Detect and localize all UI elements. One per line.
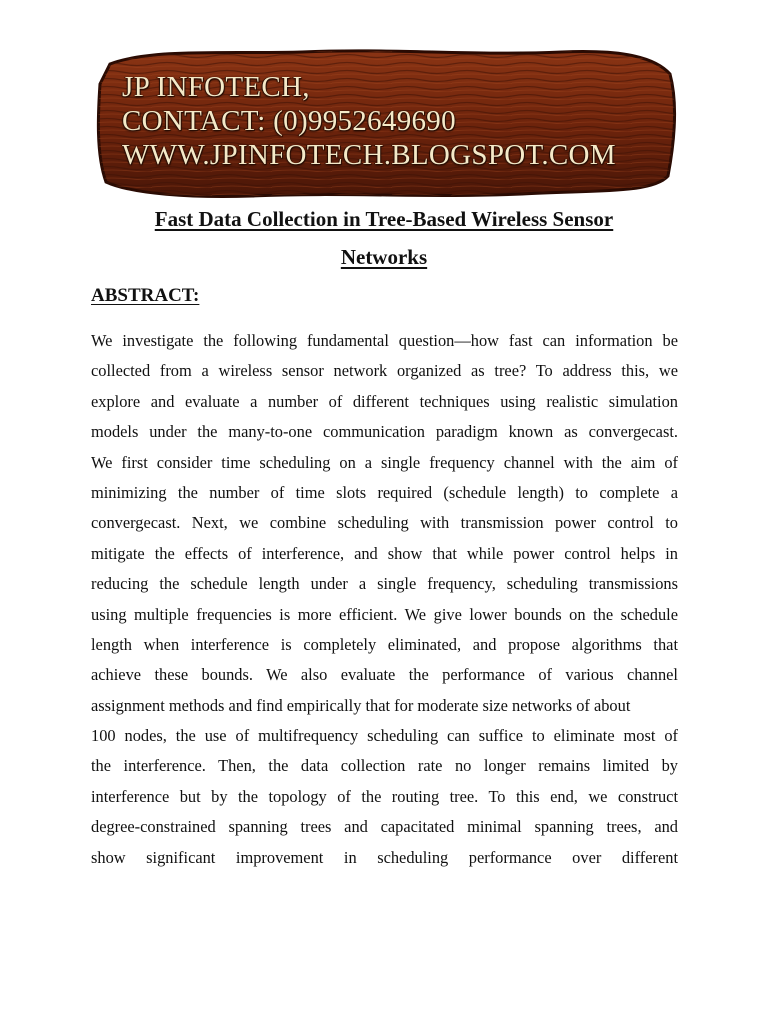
abstract-line: We investigate the following fundamental question—how fast can information be <box>91 331 678 350</box>
banner-website: WWW.JPINFOTECH.BLOGSPOT.COM <box>122 139 616 171</box>
banner-company-name: JP INFOTECH, <box>122 71 310 103</box>
contact-banner <box>92 44 680 202</box>
abstract-line: the interference. Then, the data collection rate no longer remains limited by <box>91 756 678 776</box>
abstract-line: assignment methods and find empirically that for moderate size networks of about <box>91 695 631 715</box>
abstract-line: length when interference is completely eliminated, and propose algorithms that <box>91 634 678 654</box>
abstract-line: We first consider time scheduling on a single frequency channel with the aim of <box>91 452 678 472</box>
abstract-line: interference but by the topology of the routing tree. To this end, we construct <box>91 786 678 806</box>
abstract-line: show significant improvement in scheduling performance over different <box>91 847 678 867</box>
abstract-line: reducing the schedule length under a single frequency, scheduling transmissions <box>91 574 678 594</box>
abstract-line: explore and evaluate a number of different techniques using realistic simulation <box>91 391 678 411</box>
abstract-body <box>91 330 678 877</box>
abstract-heading: ABSTRACT: <box>91 285 200 306</box>
abstract-line: collected from a wireless sensor network organized as tree? To address this, we <box>91 361 678 381</box>
abstract-line: degree-constrained spanning trees and capacitated minimal spanning trees, and <box>91 817 678 837</box>
abstract-line: 100 nodes, the use of multifrequency scheduling can suffice to eliminate most of <box>91 726 678 746</box>
banner-contact-phone: CONTACT: (0)9952649690 <box>122 105 456 137</box>
abstract-line: using multiple frequencies is more efficient. We give lower bounds on the schedule <box>91 604 678 624</box>
abstract-line: convergecast. Next, we combine scheduling with transmission power control to <box>91 513 678 533</box>
abstract-line: achieve these bounds. We also evaluate the performance of various channel <box>91 665 678 685</box>
paper-title-line-1: Fast Data Collection in Tree-Based Wireless Sensor <box>154 207 614 231</box>
paper-title-line-2: Networks <box>340 245 428 269</box>
abstract-line: minimizing the number of time slots required (schedule length) to complete a <box>91 482 678 502</box>
abstract-line: models under the many-to-one communication paradigm known as convergecast. <box>91 422 678 442</box>
abstract-line: mitigate the effects of interference, and show that while power control helps in <box>91 543 678 563</box>
